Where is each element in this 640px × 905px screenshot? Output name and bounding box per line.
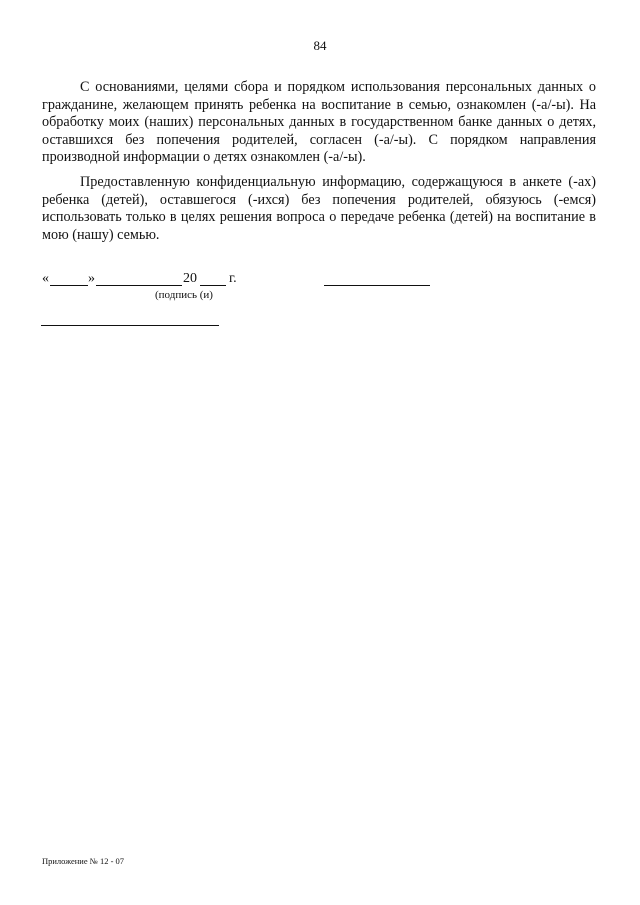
date-year-blank (200, 271, 226, 286)
consent-text (42, 79, 596, 244)
date-month-blank (96, 271, 182, 286)
date-signature-row (42, 271, 602, 291)
paragraph-confidentiality-pledge: Предоставленную конфиденциальную информацию, содержащуюся в анкете (-ах) ребенка (детей), оставшегося (-ихся) без попечения родителей, обязуюсь (-емся) использовать только в целях решения вопроса о передаче ребенка (детей) на воспитание в мою (нашу) семью. (42, 173, 596, 243)
name-blank-line (41, 325, 219, 326)
signature-caption: (подпись (и) (155, 289, 213, 301)
signature-blank (324, 271, 430, 286)
date-day-blank (50, 271, 88, 286)
date-year-suffix: г. (229, 271, 237, 286)
date-year-prefix: 20 (183, 271, 197, 286)
paragraph-personal-data-consent: С основаниями, целями сбора и порядком использования персональных данных о гражданине, желающем принять ребенка на воспитание в семью, ознакомлен (-а/-ы). На обработку моих (наших) персональных данных в государственном банке данных о детях, оставшихся без попечения родителей, согласен (-а/-ы). С порядком направления производной информации о детях ознакомлен (-а/-ы). (42, 79, 596, 166)
appendix-footer: Приложение № 12 - 07 (42, 856, 125, 866)
date-open-quote: « (42, 271, 49, 286)
page-number: 84 (313, 38, 327, 53)
date-close-quote: » (88, 271, 95, 286)
